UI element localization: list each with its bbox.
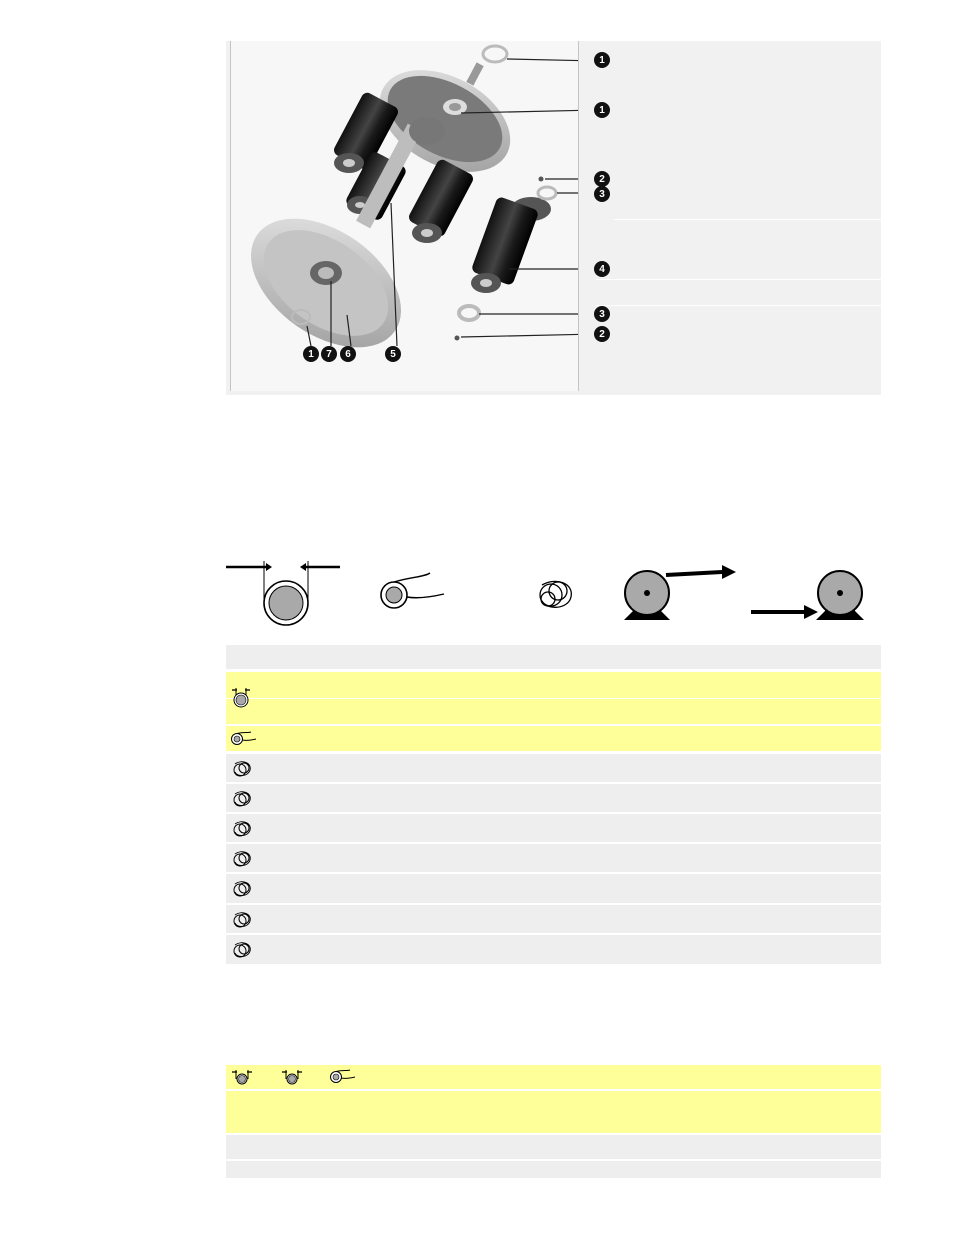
callout-marker: 5 xyxy=(385,346,401,362)
tangled-coil-icon xyxy=(230,940,254,960)
callout-marker: 3 xyxy=(594,306,610,322)
callout-marker: 4 xyxy=(594,261,610,277)
arrow-into-pulley-icon xyxy=(751,571,864,620)
squeeze-inward-icon xyxy=(230,687,254,709)
rolled-cylinder-icon xyxy=(329,1069,357,1085)
rolled-cylinder-icon xyxy=(230,731,258,747)
rolled-cylinder-icon xyxy=(381,573,444,608)
table-row xyxy=(226,1065,881,1089)
callout-marker: 1 xyxy=(303,346,319,362)
callout-marker: 6 xyxy=(340,346,356,362)
squeeze-inward-icon xyxy=(280,1069,304,1085)
table-row xyxy=(226,726,881,751)
figure-divider xyxy=(614,219,881,220)
table-row xyxy=(226,1135,881,1159)
tangled-coil-icon xyxy=(230,879,254,899)
callout-marker: 2 xyxy=(594,171,610,187)
callout-marker: 2 xyxy=(594,326,610,342)
table-row xyxy=(226,784,881,812)
callout-marker: 3 xyxy=(594,186,610,202)
figure-divider xyxy=(596,305,881,306)
pulley-arrow-right-icon xyxy=(624,565,736,620)
tangled-coil-icon xyxy=(230,849,254,869)
planetary-gear-illustration xyxy=(231,41,578,391)
table-row xyxy=(226,874,881,903)
tangled-coil-icon xyxy=(230,910,254,930)
damage-symbol-legend xyxy=(226,555,881,630)
callout-marker: 1 xyxy=(594,52,610,68)
tangled-coil-icon xyxy=(230,789,254,809)
table-row xyxy=(226,1091,881,1133)
table-header-row xyxy=(226,645,881,669)
table-row xyxy=(226,672,881,724)
table-row xyxy=(226,814,881,842)
table-row xyxy=(226,935,881,964)
callout-marker: 7 xyxy=(321,346,337,362)
squeeze-inward-icon xyxy=(226,561,340,625)
table-row xyxy=(226,905,881,933)
exploded-view-figure xyxy=(226,41,881,395)
figure-divider xyxy=(596,279,881,280)
table-row xyxy=(226,844,881,872)
gearbox-photo xyxy=(230,41,579,391)
tangled-coil-icon xyxy=(230,819,254,839)
table-row xyxy=(226,754,881,782)
tangled-coil-icon xyxy=(540,581,571,607)
table-row xyxy=(226,1161,881,1178)
callout-marker: 1 xyxy=(594,102,610,118)
squeeze-inward-icon xyxy=(230,1069,254,1085)
tangled-coil-icon xyxy=(230,759,254,779)
